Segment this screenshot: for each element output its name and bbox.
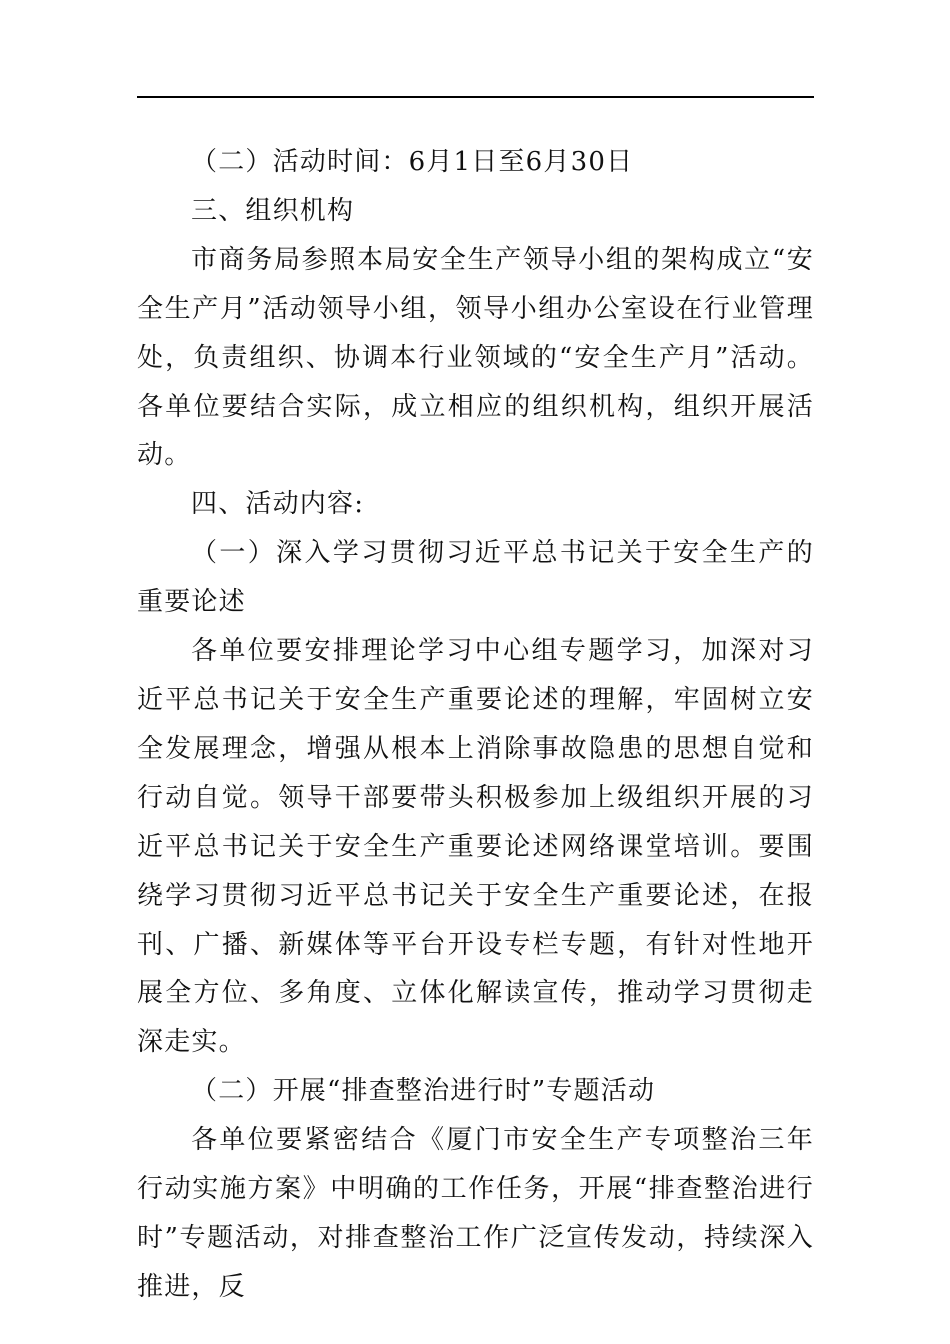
- inspection-paragraph: 各单位要紧密结合《厦门市安全生产专项整治三年行动实施方案》中明确的工作任务，开展“排查整治进行时”专题活动，对排查整治工作广泛宣传发动，持续深入推进，反: [137, 1125, 814, 1302]
- activity-time-paragraph: （二）活动时间：6月1日至6月30日: [191, 147, 634, 177]
- subheading-inspection: （二）开展“排查整治进行时”专题活动: [191, 1076, 656, 1107]
- section-heading-organization: 三、组织机构: [191, 195, 355, 226]
- header-rule: [137, 96, 814, 98]
- subheading-study: （一）深入学习贯彻习近平总书记关于安全生产的重要论述: [137, 538, 814, 618]
- organization-paragraph: 市商务局参照本局安全生产领导小组的架构成立“安全生产月”活动领导小组，领导小组办公室设在行业管理处，负责组织、协调本行业领域的“安全生产月”活动。各单位要结合实际，成立相应的组织机构，组织开展活动。: [137, 244, 814, 471]
- section-heading-activity-content: 四、活动内容:: [191, 489, 365, 520]
- document-body: [137, 138, 814, 1312]
- study-paragraph: 各单位要安排理论学习中心组专题学习，加深对习近平总书记关于安全生产重要论述的理解，牢固树立安全发展理念，增强从根本上消除事故隐患的思想自觉和行动自觉。领导干部要带头积极参加上级组织开展的习近平总书记关于安全生产重要论述网络课堂培训。要围绕学习贯彻习近平总书记关于安全生产重要论述，在报刊、广播、新媒体等平台开设专栏专题，有针对性地开展全方位、多角度、立体化解读宣传，推动学习贯彻走深走实。: [137, 636, 814, 1058]
